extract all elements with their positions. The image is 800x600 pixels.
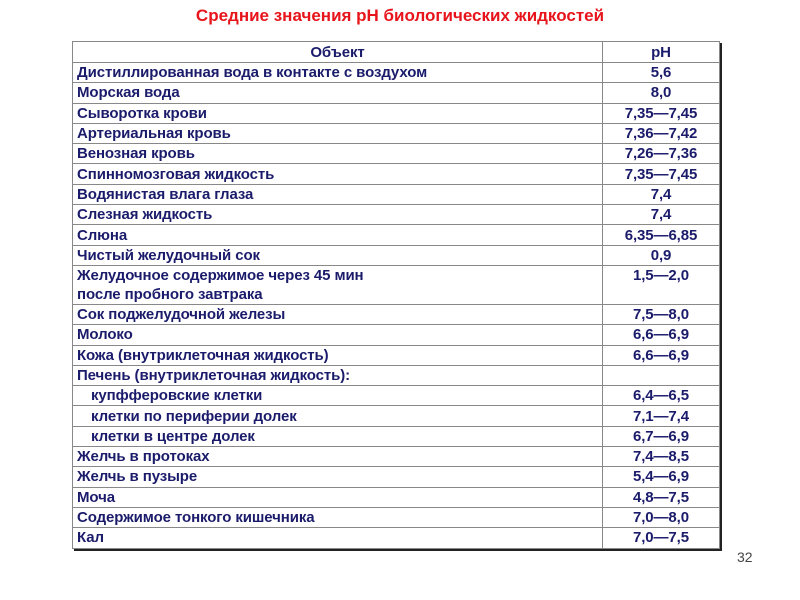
- table-row: [73, 225, 720, 245]
- object-label: Сыворотка крови: [77, 104, 207, 122]
- ph-value: 7,26—7,36: [603, 144, 720, 164]
- ph-value: 7,0—7,5: [603, 528, 720, 548]
- object-cell: [73, 365, 603, 385]
- object-cell: [73, 265, 603, 304]
- ph-table: [72, 41, 720, 549]
- object-cell: [73, 83, 603, 103]
- object-label: Водянистая влага глаза: [77, 185, 254, 203]
- header-object: Объект: [73, 42, 603, 63]
- table-row: [73, 406, 720, 426]
- object-cell: [73, 325, 603, 345]
- object-label: Чистый желудочный сок: [77, 246, 260, 264]
- object-cell: [73, 63, 603, 83]
- object-label: Печень (внутриклеточная жидкость):: [77, 367, 351, 384]
- object-label: Желчь в протоках: [77, 448, 210, 466]
- ph-value: 6,6—6,9: [603, 325, 720, 345]
- ph-value: 6,7—6,9: [603, 426, 720, 446]
- object-label: Сок поджелудочной железы: [77, 306, 286, 324]
- object-label: Слюна: [77, 226, 128, 244]
- table-row: [73, 205, 720, 225]
- table-row: [73, 487, 720, 507]
- object-label-line2: после пробного завтрака: [77, 285, 263, 303]
- object-cell: [73, 205, 603, 225]
- object-cell: [73, 164, 603, 184]
- ph-value: 7,4—8,5: [603, 447, 720, 467]
- header-ph: pH: [603, 42, 720, 63]
- object-cell: [73, 345, 603, 365]
- object-cell: [73, 123, 603, 143]
- table-row: [73, 507, 720, 527]
- ph-value: 7,0—8,0: [603, 507, 720, 527]
- table-row: [73, 528, 720, 548]
- table-row: [73, 467, 720, 487]
- slide-title: Средние значения pH биологических жидкостей: [195, 6, 605, 25]
- object-label: Слезная жидкость: [77, 206, 213, 224]
- ph-value: 7,35—7,45: [603, 103, 720, 123]
- table-header-row: [73, 42, 720, 63]
- ph-value: 7,35—7,45: [603, 164, 720, 184]
- object-cell: [73, 507, 603, 527]
- object-cell: [73, 426, 603, 446]
- page-number: 32: [737, 549, 753, 565]
- object-label: купфферовские клетки: [91, 387, 263, 405]
- table-row: [73, 184, 720, 204]
- ph-value: [603, 365, 720, 385]
- ph-value: 6,35—6,85: [603, 225, 720, 245]
- ph-value: 6,6—6,9: [603, 345, 720, 365]
- object-cell: [73, 184, 603, 204]
- table-row: [73, 83, 720, 103]
- table-row: [73, 164, 720, 184]
- object-cell: [73, 103, 603, 123]
- table-row: [73, 123, 720, 143]
- object-cell: [73, 447, 603, 467]
- ph-value: 5,4—6,9: [603, 467, 720, 487]
- ph-value: 7,36—7,42: [603, 123, 720, 143]
- object-cell: [73, 144, 603, 164]
- object-label: Артериальная кровь: [77, 125, 231, 143]
- object-cell: [73, 528, 603, 548]
- ph-value: 7,4: [603, 184, 720, 204]
- table-row: [73, 63, 720, 83]
- ph-value: 7,4: [603, 205, 720, 225]
- object-label: Кал: [77, 529, 104, 547]
- table-row: [73, 386, 720, 406]
- table-row: [73, 345, 720, 365]
- ph-value: 7,1—7,4: [603, 406, 720, 426]
- object-label: Желудочное содержимое через 45 мин: [77, 266, 364, 284]
- object-label: Дистиллированная вода в контакте с воздухом: [77, 64, 428, 82]
- object-cell: [73, 225, 603, 245]
- table-row: [73, 265, 720, 304]
- table-row: [73, 144, 720, 164]
- object-label: Спинномозговая жидкость: [77, 165, 275, 183]
- ph-value: 7,5—8,0: [603, 304, 720, 324]
- ph-value: 6,4—6,5: [603, 386, 720, 406]
- object-cell: [73, 487, 603, 507]
- table-row: [73, 426, 720, 446]
- object-cell: [73, 406, 603, 426]
- object-cell: [73, 245, 603, 265]
- object-label: Кожа (внутриклеточная жидкость): [77, 346, 329, 364]
- table-row: [73, 245, 720, 265]
- ph-value: 1,5—2,0: [603, 265, 720, 304]
- object-cell: [73, 304, 603, 324]
- object-label: Моча: [77, 488, 115, 506]
- table-row: [73, 365, 720, 385]
- table-row: [73, 103, 720, 123]
- object-cell: [73, 386, 603, 406]
- object-label: клетки по периферии долек: [91, 407, 297, 425]
- ph-value: 5,6: [603, 63, 720, 83]
- object-label: Морская вода: [77, 84, 180, 102]
- object-cell: [73, 467, 603, 487]
- object-label: клетки в центре долек: [91, 427, 255, 445]
- table-row: [73, 447, 720, 467]
- table-row: [73, 304, 720, 324]
- ph-value: 4,8—7,5: [603, 487, 720, 507]
- object-label: Молоко: [77, 326, 133, 344]
- object-label: Желчь в пузыре: [77, 468, 198, 486]
- ph-value: 8,0: [603, 83, 720, 103]
- object-label: Содержимое тонкого кишечника: [77, 509, 315, 527]
- table-row: [73, 325, 720, 345]
- object-label: Венозная кровь: [77, 145, 195, 163]
- ph-value: 0,9: [603, 245, 720, 265]
